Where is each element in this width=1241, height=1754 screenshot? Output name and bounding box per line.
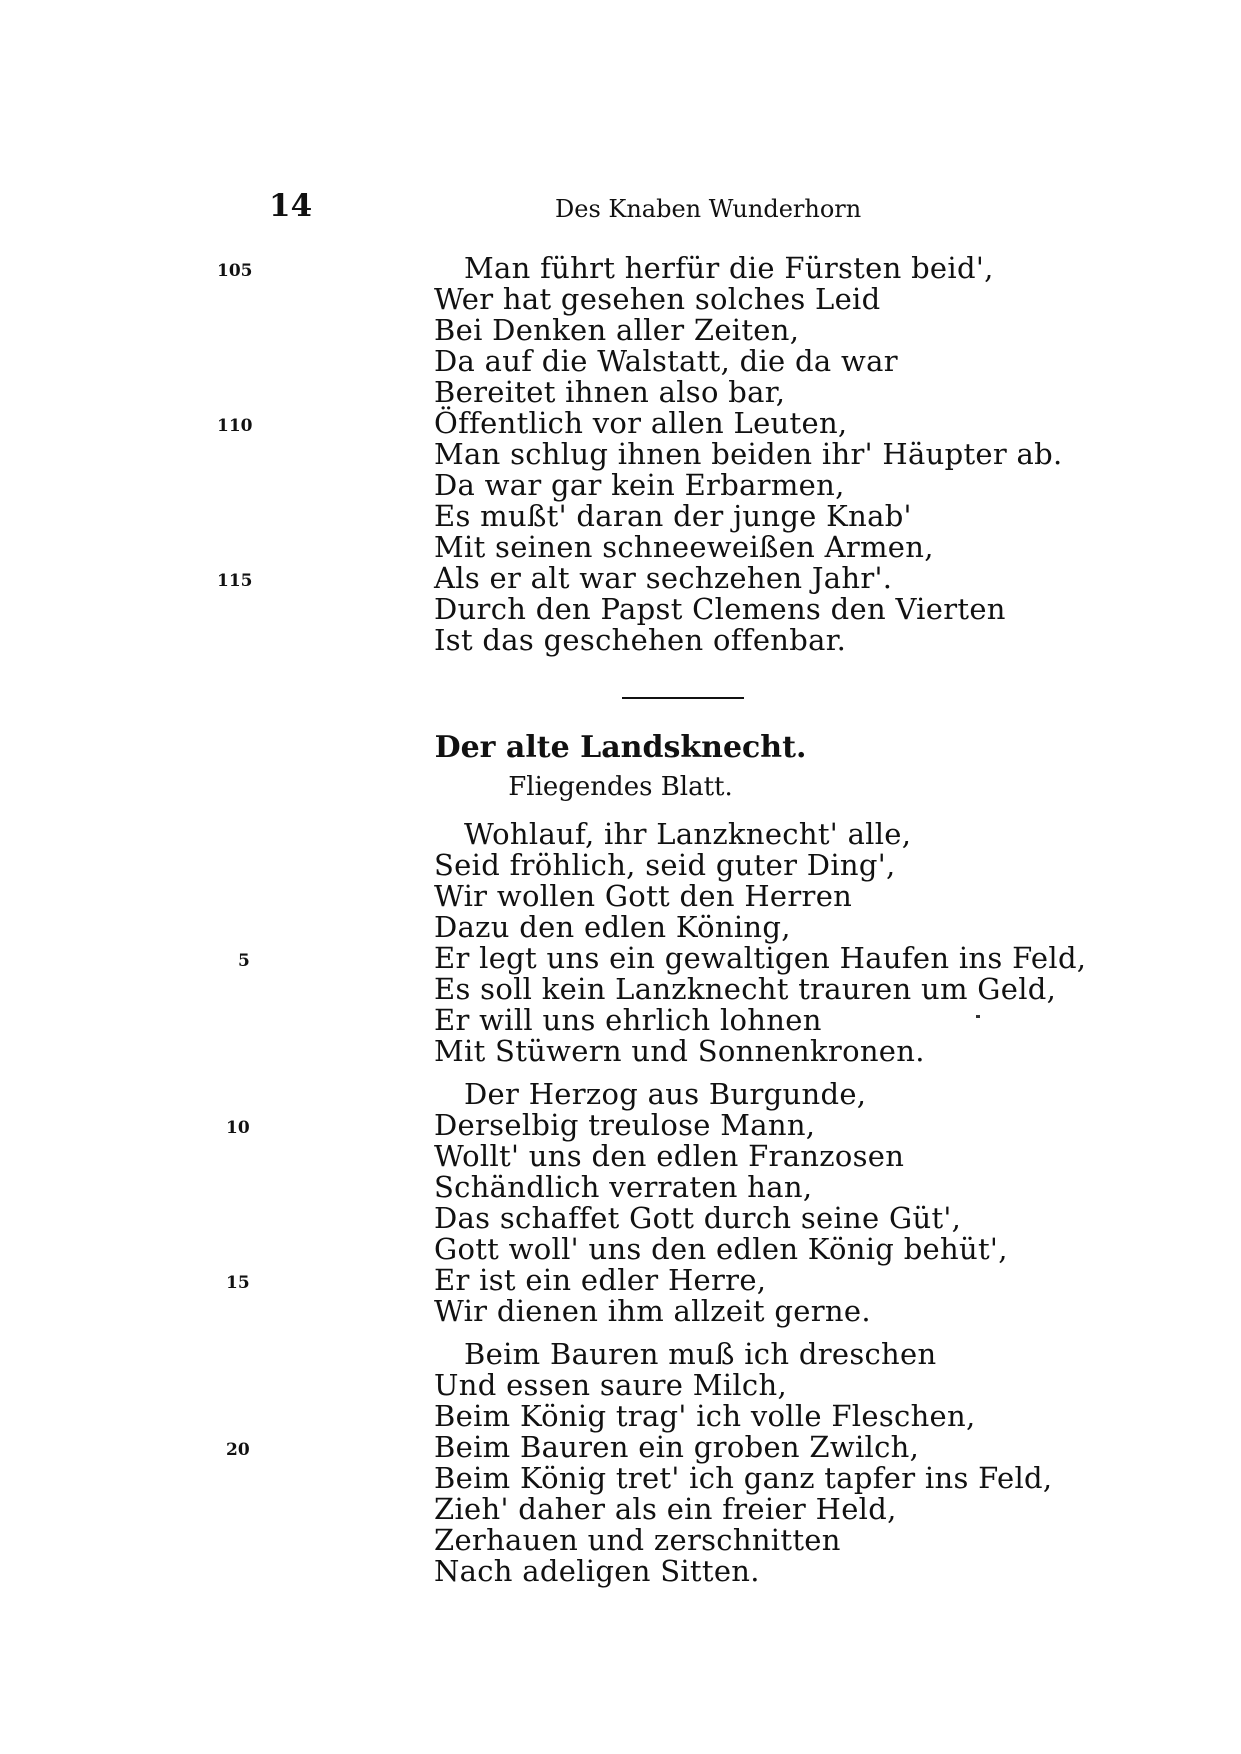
section1-line: Bereitet ihnen also bar,: [434, 375, 786, 409]
section1-line: Mit seinen schneeweißen Armen,: [434, 530, 934, 564]
section1-line: Öffentlich vor allen Leuten,: [434, 406, 848, 440]
line-number: 5: [238, 951, 250, 971]
verse-line: Wir wollen Gott den Herren: [434, 879, 853, 913]
poem-subtitle: Fliegendes Blatt.: [508, 772, 733, 802]
section1-line: Da war gar kein Erbarmen,: [434, 468, 845, 502]
verse-line: Seid fröhlich, seid guter Ding',: [434, 848, 896, 882]
section1-line: Bei Denken aller Zeiten,: [434, 313, 800, 347]
verse-line: Wohlauf, ihr Lanzknecht' alle,: [464, 817, 912, 851]
verse-line: Er will uns ehrlich lohnen: [434, 1003, 822, 1037]
verse-line: Mit Stüwern und Sonnenkronen.: [434, 1034, 925, 1068]
line-number: 10: [226, 1118, 250, 1138]
line-number: 115: [217, 571, 253, 591]
page-number: 14: [269, 188, 313, 224]
verse-line: Wir dienen ihm allzeit gerne.: [434, 1294, 871, 1328]
section1-line: Ist das geschehen offenbar.: [434, 623, 847, 657]
stray-ink-mark: [976, 1015, 980, 1018]
verse-line: Beim König trag' ich volle Fleschen,: [434, 1399, 976, 1433]
line-number: 105: [217, 261, 253, 281]
verse-line: Wollt' uns den edlen Franzosen: [434, 1139, 905, 1173]
verse-line: Dazu den edlen Köning,: [434, 910, 791, 944]
verse-line: Schändlich verraten han,: [434, 1170, 813, 1204]
section1-line: Da auf die Walstatt, die da war: [434, 344, 898, 378]
verse-line: Es soll kein Lanzknecht trauren um Geld,: [434, 972, 1057, 1006]
line-number: 15: [226, 1273, 250, 1293]
line-number: 20: [226, 1440, 250, 1460]
line-number: 110: [217, 416, 253, 436]
verse-line: Zerhauen und zerschnitten: [434, 1523, 841, 1557]
section1-line: Wer hat gesehen solches Leid: [434, 282, 881, 316]
verse-line: Beim Bauren muß ich dreschen: [464, 1337, 937, 1371]
verse-line: Gott woll' uns den edlen König behüt',: [434, 1232, 1008, 1266]
section-divider-rule: [622, 697, 744, 699]
verse-line: Und essen saure Milch,: [434, 1368, 787, 1402]
section1-line: Man führt herfür die Fürsten beid',: [464, 251, 994, 285]
verse-line: Nach adeligen Sitten.: [434, 1554, 760, 1588]
section1-line: Durch den Papst Clemens den Vierten: [434, 592, 1006, 626]
section1-line: Als er alt war sechzehen Jahr'.: [434, 561, 893, 595]
verse-line: Der Herzog aus Burgunde,: [464, 1077, 867, 1111]
running-head: Des Knaben Wunderhorn: [555, 195, 862, 223]
poem-title: Der alte Landsknecht.: [434, 730, 807, 765]
verse-line: Das schaffet Gott durch seine Güt',: [434, 1201, 962, 1235]
verse-line: Beim König tret' ich ganz tapfer ins Feld,: [434, 1461, 1053, 1495]
verse-line: Derselbig treulose Mann,: [434, 1108, 816, 1142]
section1-line: Es mußt' daran der junge Knab': [434, 499, 912, 533]
verse-line: Zieh' daher als ein freier Held,: [434, 1492, 897, 1526]
verse-line: Er legt uns ein gewaltigen Haufen ins Feld,: [434, 941, 1087, 975]
verse-line: Er ist ein edler Herre,: [434, 1263, 767, 1297]
verse-line: Beim Bauren ein groben Zwilch,: [434, 1430, 920, 1464]
section1-line: Man schlug ihnen beiden ihr' Häupter ab.: [434, 437, 1063, 471]
